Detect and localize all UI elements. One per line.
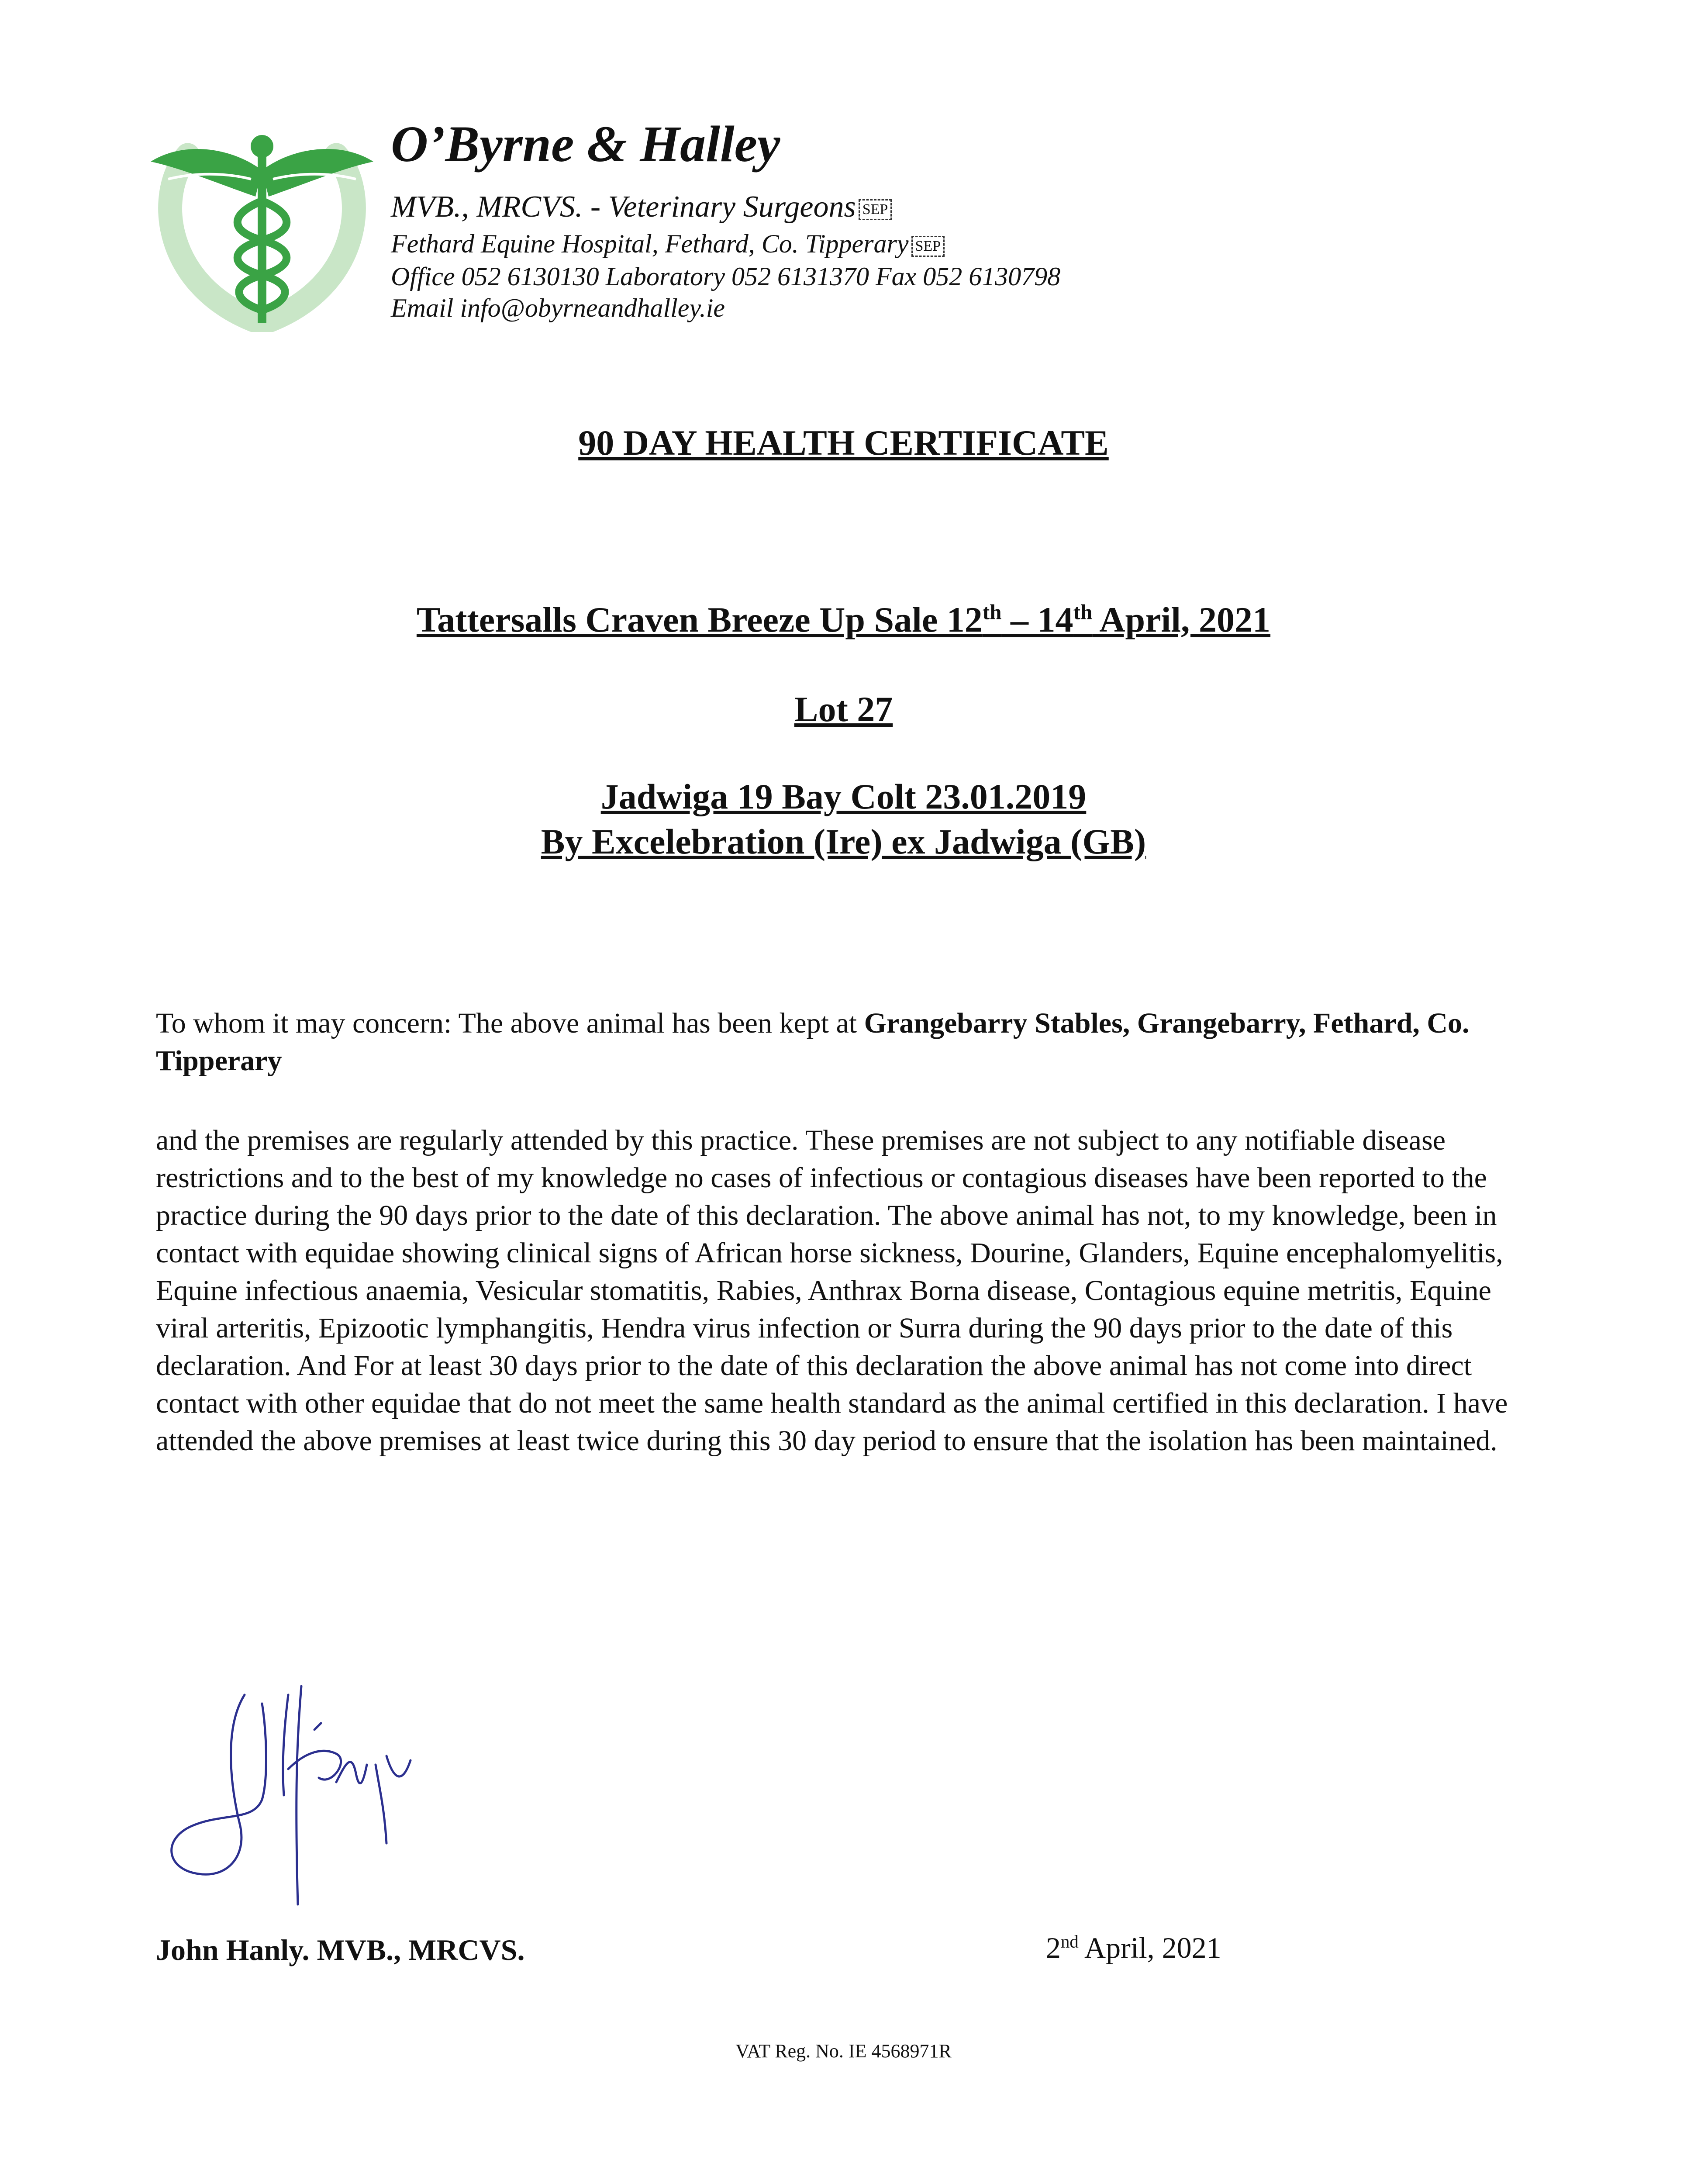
- horse-description: Jadwiga 19 Bay Colt 23.01.2019: [600, 777, 1087, 816]
- signatory-name: John Hanly. MVB., MRCVS.: [156, 1933, 525, 1966]
- horse-breeding: By Excelebration (Ire) ex Jadwiga (GB): [541, 822, 1146, 861]
- caduceus-logo-icon: [146, 131, 378, 332]
- firm-hospital-address: Fethard Equine Hospital, Fethard, Co. Tipperary SEP: [391, 229, 945, 258]
- vat-registration: VAT Reg. No. IE 4568971R: [735, 2040, 952, 2062]
- premises-address: Grangebarry Stables, Grangebarry, Fethard, Co. Tipperary: [156, 1007, 1470, 1077]
- handwritten-signature: [157, 1677, 419, 1922]
- intro-paragraph: To whom it may concern: The above animal has been kept at Grangebarry Stables, Grangebarry, Fethard, Co. Tipperary: [156, 1007, 1470, 1077]
- separator-glyph-icon: SEP: [911, 236, 945, 257]
- firm-contact-numbers: Office 052 6130130 Laboratory 052 6131370 Fax 052 6130798: [391, 262, 1061, 291]
- declaration-paragraph: and the premises are regularly attended by this practice. These premises are not subject to any notifiable disease restrictions and to the best of my knowledge no cases of infectious or contagious diseases have been reported to the practice during the 90 days prior to the date of this declaration. The above animal has not, to my knowledge, been in contact with equidae showing clinical signs of African horse sickness, Dourine, Glanders, Equine encephalomyelitis, Equine infectious anaemia, Vesicular stomatitis, Rabies, Anthrax Borna disease, Contagious equine metritis, Equine viral arteritis, Epizootic lymphangitis, Hendra virus infection or Surra during the 90 days prior to the date of this declaration. And For at least 30 days prior to the date of this declaration the above animal has not come into direct contact with other equidae that do not meet the same health standard as the animal certified in this declaration. I have attended the above premises at least twice during this 30 day period to ensure that the isolation has been maintained.: [156, 1124, 1508, 1457]
- firm-qualifications: MVB., MRCVS. - Veterinary Surgeons SEP: [391, 190, 892, 224]
- separator-glyph-icon: SEP: [859, 199, 892, 220]
- certificate-title: 90 DAY HEALTH CERTIFICATE: [578, 423, 1109, 463]
- lot-number: Lot 27: [794, 689, 893, 729]
- firm-name: O’Byrne & Halley: [391, 115, 780, 173]
- firm-email: Email info@obyrneandhalley.ie: [391, 294, 725, 322]
- signature-date: 2nd April, 2021: [1046, 1931, 1221, 1964]
- sale-heading: Tattersalls Craven Breeze Up Sale 12th – 14th April, 2021: [416, 600, 1271, 639]
